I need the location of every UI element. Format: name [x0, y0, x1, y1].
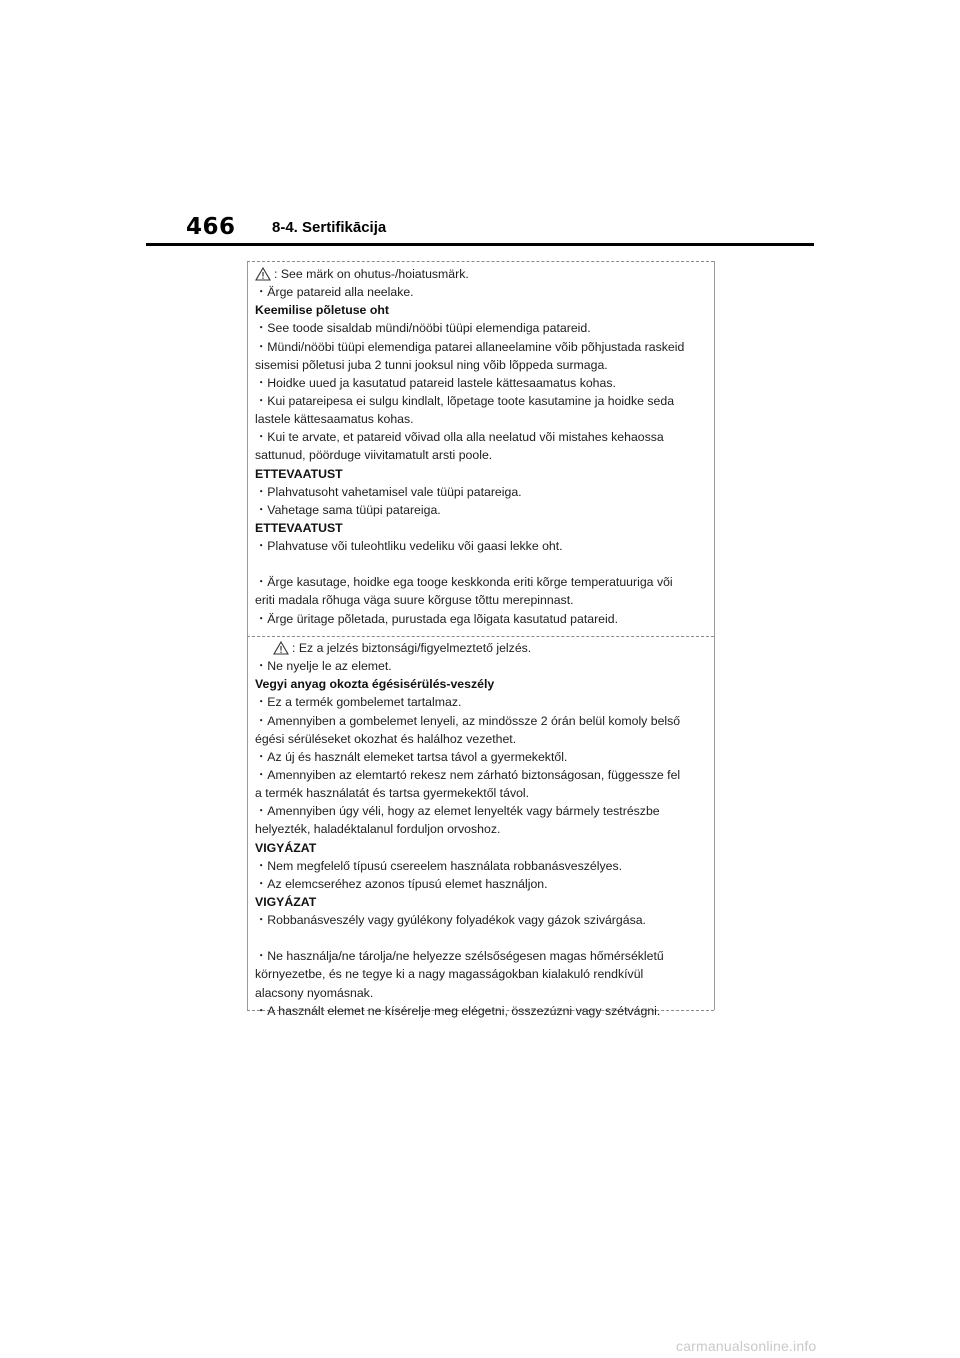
text-line: ・Vahetage sama tüüpi patareiga. [255, 502, 441, 517]
text-line: a termék használatát és tartsa gyermekektől távol. [255, 786, 530, 801]
section-heading: VIGYÁZAT [255, 894, 317, 909]
section-heading: ETTEVAATUST [255, 520, 343, 535]
text-line: ・Kui te arvate, et patareid võivad olla alla neelatud või mistahes kehaossa [255, 430, 664, 445]
text-line: alacsony nyomásnak. [255, 985, 374, 1000]
text-line: sisemisi põletusi juba 2 tunni jooksul ning võib lõppeda surmaga. [255, 357, 608, 372]
text-line: ・Kui patareipesa ei sulgu kindlalt, lõpetage toote kasutamine ja hoidke seda [255, 393, 675, 408]
warning-triangle-icon [255, 267, 271, 281]
warning-triangle-icon [273, 641, 289, 655]
estonian-text-lines [255, 283, 710, 555]
text-line: ・Plahvatusoht vahetamisel vale tüüpi patareiga. [255, 484, 522, 499]
text-line: ・Ne használja/ne tárolja/ne helyezze szélsőségesen magas hőmérsékletű [255, 949, 664, 964]
page-number: 466 [186, 214, 236, 240]
hungarian-warning-section [255, 639, 710, 1020]
text-line: ・Hoidke uued ja kasutatud patareid lastele kättesaamatus kohas. [255, 375, 616, 390]
hungarian-symbol-text: : Ez a jelzés biztonsági/figyelmeztető jelzés. [292, 641, 532, 655]
estonian-symbol-text: : See märk on ohutus-/hoiatusmärk. [274, 267, 469, 281]
text-line: ・Nem megfelelő típusú csereelem használata robbanásveszélyes. [255, 858, 623, 873]
text-line: ・Robbanásveszély vagy gyúlékony folyadékok vagy gázok szivárgása. [255, 913, 646, 928]
section-divider [247, 636, 714, 637]
text-line: ・Amennyiben a gombelemet lenyeli, az mindössze 2 órán belül komoly belső [255, 713, 681, 728]
text-line: lastele kättesaamatus kohas. [255, 412, 414, 427]
text-line: ・Amennyiben az elemtartó rekesz nem zárható biztonságosan, függessze fel [255, 767, 681, 782]
estonian-symbol-line [255, 265, 710, 283]
text-line: ・Mündi/nööbi tüüpi elemendiga patarei allaneelamine võib põhjustada raskeid [255, 339, 685, 354]
text-line: ・Ne nyelje le az elemet. [255, 659, 392, 674]
text-line: eriti madala rõhuga väga suure kõrguse tõttu merepinnast. [255, 593, 574, 608]
text-line: ・Az elemcseréhez azonos típusú elemet használjon. [255, 876, 548, 891]
text-line: ・Ärge patareid alla neelake. [255, 285, 414, 300]
text-line: sattunud, pöörduge viivitamatult arsti poole. [255, 448, 493, 463]
text-line: ・Az új és használt elemeket tartsa távol a gyermekektől. [255, 749, 568, 764]
text-line: ・Ez a termék gombelemet tartalmaz. [255, 695, 462, 710]
text-line: ・Ärge üritage põletada, purustada ega lõigata kasutatud patareid. [255, 611, 619, 626]
text-line: ・Ärge kasutage, hoidke ega tooge keskkonda eriti kõrge temperatuuriga või [255, 575, 673, 590]
text-line: ・A használt elemet ne kísérelje meg elégetni, összezúzni vagy szétvágni. [255, 1003, 661, 1018]
hungarian-symbol-line [255, 639, 710, 657]
text-line: helyezték, haladéktalanul forduljon orvoshoz. [255, 822, 501, 837]
frame-top-divider [247, 261, 714, 262]
text-line: ・Plahvatuse või tuleohtliku vedeliku või gaasi lekke oht. [255, 539, 563, 554]
section-title: 8-4. Sertifikācija [272, 219, 387, 236]
hungarian-text-lines-continued [255, 947, 710, 1020]
watermark: carmanualsonline.info [676, 1338, 817, 1354]
estonian-text-lines-continued [255, 573, 710, 627]
hungarian-text-lines [255, 657, 710, 929]
page-header [0, 0, 960, 250]
header-rule [146, 243, 814, 246]
text-line: ・Amennyiben úgy véli, hogy az elemet lenyelték vagy bármely testrészbe [255, 804, 660, 819]
text-line: ・See toode sisaldab mündi/nööbi tüüpi elemendiga patareid. [255, 321, 591, 336]
text-line: égési sérüléseket okozhat és halálhoz vezethet. [255, 731, 517, 746]
text-line: környezetbe, és ne tegye ki a nagy magasságokban kialakuló rendkívül [255, 967, 644, 982]
section-heading: Keemilise põletuse oht [255, 303, 389, 318]
estonian-warning-section [255, 265, 710, 628]
section-heading: VIGYÁZAT [255, 840, 317, 855]
section-heading: Vegyi anyag okozta égésisérülés-veszély [255, 677, 495, 692]
section-heading: ETTEVAATUST [255, 466, 343, 481]
